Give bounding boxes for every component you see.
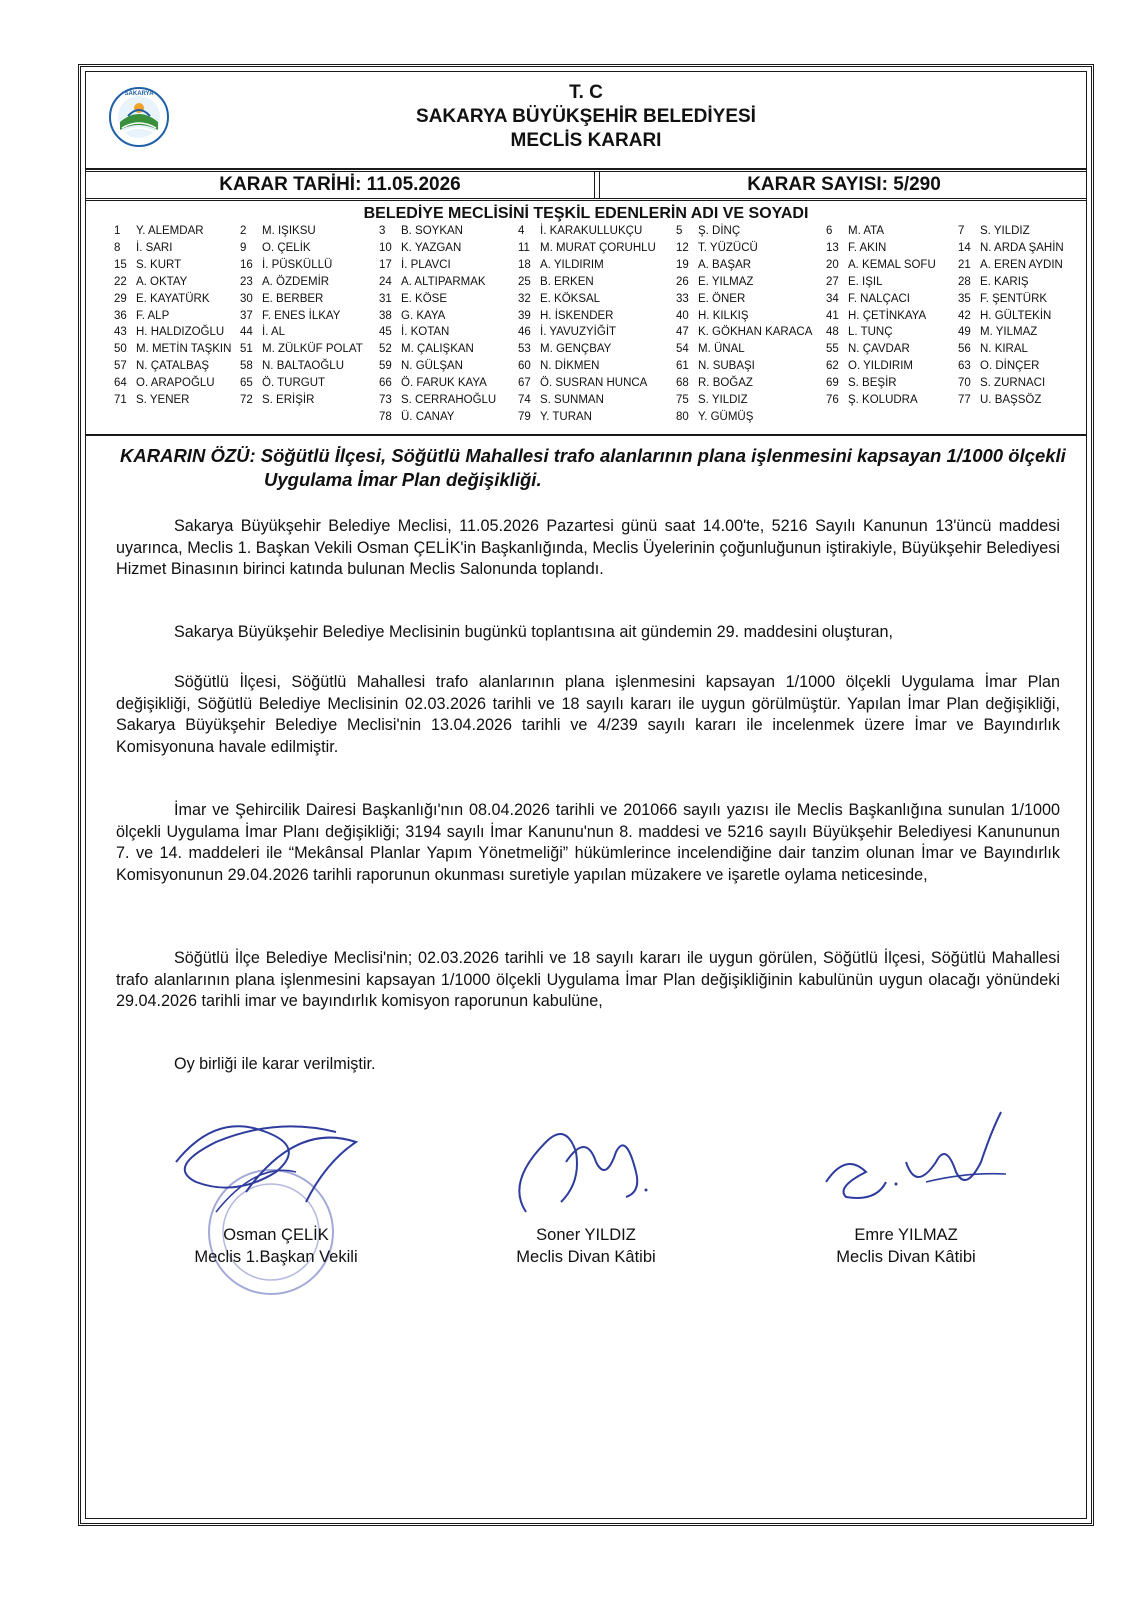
member-entry	[114, 274, 187, 290]
member-entry	[114, 257, 181, 273]
member-number: 56	[958, 343, 971, 356]
decision-summary	[120, 444, 1066, 492]
member-name: Ö. TURGUT	[262, 377, 326, 390]
member-entry	[240, 274, 329, 290]
member-number: 71	[114, 394, 127, 406]
member-entry	[518, 257, 604, 273]
member-name: F. ENES İLKAY	[262, 309, 341, 322]
member-name: A. ÖZDEMİR	[262, 275, 330, 288]
member-number: 7	[958, 225, 965, 237]
member-number: 76	[826, 394, 839, 406]
official-stamp-icon	[156, 1102, 396, 1302]
member-entry	[379, 308, 445, 324]
member-entry	[379, 274, 486, 290]
member-name: H. İSKENDER	[540, 309, 614, 322]
members-title: BELEDİYE MECLİSİNİ TEŞKİL EDENLERİN ADI VE SOYADI	[363, 205, 809, 222]
member-name: K. YAZGAN	[401, 241, 462, 254]
member-entry	[826, 358, 913, 374]
member-number: 17	[379, 258, 392, 271]
member-number: 15	[114, 258, 127, 271]
member-entry	[518, 358, 599, 374]
member-name: O. YILDIRIM	[848, 360, 913, 373]
member-entry	[379, 358, 463, 374]
member-number: 22	[114, 275, 127, 288]
decision-number: KARAR SAYISI: 5/290	[747, 174, 941, 195]
header-line-municipality: SAKARYA BÜYÜKŞEHİR BELEDİYESİ	[416, 106, 756, 127]
member-name: O. DİNÇER	[980, 360, 1040, 373]
member-number: 32	[518, 292, 531, 305]
member-number: 55	[826, 343, 839, 356]
member-name: F. ALP	[136, 309, 170, 322]
member-number: 47	[676, 326, 689, 339]
member-name: S. BEŞİR	[848, 377, 897, 390]
member-entry	[958, 358, 1039, 374]
member-name: N. DİKMEN	[540, 360, 600, 373]
member-number: 13	[826, 241, 839, 254]
member-name: Ö. FARUK KAYA	[401, 377, 487, 390]
decision-info-row	[86, 171, 1086, 201]
member-name: S. KURT	[136, 258, 182, 271]
member-number: 8	[114, 241, 121, 254]
member-entry	[676, 240, 758, 256]
member-entry	[379, 392, 496, 408]
member-number: 21	[958, 258, 971, 271]
member-name: Y. TURAN	[540, 410, 592, 423]
member-name: İ. YAVUZYİĞİT	[540, 326, 617, 339]
member-entry	[826, 257, 936, 273]
member-number: 3	[379, 225, 386, 237]
member-number: 58	[240, 360, 253, 373]
member-name: Y. GÜMÜŞ	[698, 410, 754, 423]
member-number: 4	[518, 225, 525, 237]
member-number: 60	[518, 360, 531, 373]
member-name: İ. PÜSKÜLLÜ	[262, 258, 333, 271]
member-name: M. MURAT ÇORUHLU	[540, 241, 656, 254]
member-entry	[379, 291, 447, 307]
member-entry	[958, 324, 1037, 340]
paragraph-1: Sakarya Büyükşehir Belediye Meclisi, 11.05.2026 Pazartesi günü saat 14.00'te, 5216 Sayılı Kanunun 13'üncü maddesi uyarınca, Meclis 1. Başkan Vekili Osman ÇELİK'in Başkanlığında, Meclis Üyelerinin çoğunluğunun iştirakiyle, Büyükşehir Belediyesi Hizmet Binasının birinci katında bulunan Meclis Salonunda toplandı.	[116, 517, 1060, 578]
member-name: A. BAŞAR	[698, 258, 752, 271]
member-entry	[958, 223, 1030, 239]
member-name: A. ALTIPARMAK	[401, 275, 486, 288]
member-number: 72	[240, 394, 253, 406]
member-name: M. YILMAZ	[980, 326, 1038, 339]
member-number: 69	[826, 377, 839, 390]
member-entry	[826, 291, 910, 307]
member-entry	[114, 291, 210, 307]
member-number: 16	[240, 258, 253, 271]
member-entry	[240, 240, 311, 256]
member-number: 46	[518, 326, 531, 339]
member-name: E. BERBER	[262, 292, 324, 305]
member-name: O. ARAPOĞLU	[136, 377, 215, 390]
member-name: S. YENER	[136, 394, 190, 406]
member-number: 49	[958, 326, 971, 339]
svg-text:SAKARYA: SAKARYA	[124, 91, 154, 97]
member-name: N. GÜLŞAN	[401, 360, 463, 373]
member-name: Y. ALEMDAR	[136, 225, 204, 237]
member-number: 24	[379, 275, 392, 288]
member-entry	[958, 308, 1051, 324]
member-number: 10	[379, 241, 392, 254]
member-entry	[826, 223, 884, 239]
member-number: 54	[676, 343, 689, 356]
member-number: 45	[379, 326, 392, 339]
member-name: İ. SARI	[136, 241, 173, 254]
signature-1-name: Osman ÇELİK	[223, 1226, 329, 1244]
member-number: 37	[240, 309, 253, 322]
member-number: 43	[114, 326, 127, 339]
member-number: 31	[379, 292, 392, 305]
member-entry	[518, 392, 604, 408]
member-name: N. ÇATALBAŞ	[136, 360, 210, 373]
paragraph-2: Sakarya Büyükşehir Belediye Meclisinin bugünkü toplantısına ait gündemin 29. maddesini oluşturan,	[174, 623, 893, 641]
member-entry	[826, 308, 926, 324]
member-entry	[240, 291, 323, 307]
member-number: 51	[240, 343, 253, 356]
document-header	[86, 72, 1086, 170]
member-number: 28	[958, 275, 971, 288]
member-number: 6	[826, 225, 833, 237]
member-number: 75	[676, 394, 689, 406]
member-name: İ. PLAVCI	[401, 258, 451, 271]
members-table	[86, 223, 1090, 433]
member-entry	[676, 324, 812, 340]
member-number: 62	[826, 360, 839, 373]
member-name: Ş. DİNÇ	[698, 225, 741, 237]
member-entry	[958, 341, 1028, 357]
member-name: E. KAYATÜRK	[136, 292, 210, 305]
member-name: E. IŞIL	[848, 275, 883, 288]
member-number: 68	[676, 377, 689, 390]
member-number: 11	[518, 241, 530, 254]
paragraph-5: Söğütlü İlçe Belediye Meclisi'nin; 02.03.2026 tarihli ve 18 sayılı kararı ile uygun görülen, Söğütlü İlçesi, Söğütlü Mahallesi trafo alanlarının plana işlenmesini kapsayan 1/1000 ölçekli Uygulama İmar Plan değişikliğinin kabulünün uygun olacağı yönündeki 29.04.2026 tarihli imar ve bayındırlık komisyon raporunun kabulüne,	[116, 949, 1060, 1010]
member-entry	[240, 223, 316, 239]
member-number: 77	[958, 394, 971, 406]
member-entry	[518, 291, 600, 307]
member-name: E. YILMAZ	[698, 275, 754, 288]
member-number: 66	[379, 377, 392, 390]
member-name: S. SUNMAN	[540, 394, 604, 406]
member-entry	[676, 375, 753, 391]
member-entry	[676, 223, 740, 239]
member-entry	[240, 341, 363, 357]
member-name: G. KAYA	[401, 309, 446, 322]
member-entry	[114, 223, 204, 239]
member-entry	[826, 375, 897, 391]
signature-3-title: Meclis Divan Kâtibi	[836, 1248, 976, 1266]
member-name: A. KEMAL SOFU	[848, 258, 936, 271]
closing-statement: Oy birliği ile karar verilmiştir.	[174, 1055, 376, 1073]
member-number: 80	[676, 410, 689, 423]
member-name: B. ERKEN	[540, 275, 594, 288]
member-name: O. ÇELİK	[262, 241, 311, 254]
member-entry	[114, 240, 172, 256]
member-name: Ü. CANAY	[401, 410, 455, 423]
member-entry	[240, 375, 325, 391]
member-name: K. GÖKHAN KARACA	[698, 326, 813, 339]
member-name: M. ÇALIŞKAN	[401, 343, 474, 356]
member-number: 5	[676, 225, 683, 237]
member-number: 74	[518, 394, 531, 406]
member-number: 39	[518, 309, 531, 322]
member-name: A. EREN AYDIN	[980, 258, 1063, 271]
member-entry	[114, 341, 231, 357]
summary-line-1: KARARIN ÖZÜ: Söğütlü İlçesi, Söğütlü Mahallesi trafo alanlarının plana işlenmesini kapsayan 1/1000 ölçekli	[120, 445, 1066, 466]
member-number: 59	[379, 360, 392, 373]
member-number: 42	[958, 309, 971, 322]
member-number: 63	[958, 360, 971, 373]
member-number: 14	[958, 241, 971, 254]
member-entry	[826, 240, 886, 256]
member-entry	[676, 274, 753, 290]
member-number: 65	[240, 377, 253, 390]
signature-1-title: Meclis 1.Başkan Vekili	[194, 1248, 358, 1266]
member-name: S. ZURNACI	[980, 377, 1046, 390]
member-number: 67	[518, 377, 531, 390]
signature-2-scribble-icon	[486, 1102, 686, 1222]
member-name: T. YÜZÜCÜ	[698, 241, 758, 254]
member-name: E. KARIŞ	[980, 275, 1029, 288]
member-entry	[826, 341, 910, 357]
signature-2-title: Meclis Divan Kâtibi	[516, 1248, 656, 1266]
member-number: 73	[379, 394, 392, 406]
member-name: İ. KOTAN	[401, 326, 450, 339]
member-name: E. KÖKSAL	[540, 292, 601, 305]
member-number: 20	[826, 258, 839, 271]
member-name: N. BALTAOĞLU	[262, 360, 345, 373]
member-number: 12	[676, 241, 689, 254]
member-entry	[518, 324, 616, 340]
member-name: E. ÖNER	[698, 292, 746, 305]
member-entry	[676, 358, 755, 374]
member-entry	[240, 324, 285, 340]
member-entry	[958, 274, 1029, 290]
document-frame	[78, 64, 1094, 1526]
member-number: 70	[958, 377, 971, 390]
member-entry	[676, 392, 748, 408]
member-name: L. TUNÇ	[848, 326, 893, 339]
member-number: 61	[676, 360, 689, 373]
member-name: İ. AL	[262, 326, 286, 339]
member-entry	[114, 358, 209, 374]
signature-3-scribble-icon	[796, 1102, 1016, 1222]
member-number: 79	[518, 410, 531, 423]
member-number: 40	[676, 309, 689, 322]
signature-block-2	[486, 1102, 686, 1266]
member-entry	[379, 409, 454, 425]
member-entry	[114, 324, 224, 340]
member-entry	[379, 223, 463, 239]
member-number: 57	[114, 360, 127, 373]
member-name: S. CERRAHOĞLU	[401, 394, 497, 406]
member-entry	[676, 257, 751, 273]
member-name: N. KIRAL	[980, 343, 1028, 356]
member-number: 9	[240, 241, 247, 254]
member-name: F. NALÇACI	[848, 292, 910, 305]
member-number: 38	[379, 309, 392, 322]
member-entry	[958, 257, 1063, 273]
member-name: F. ŞENTÜRK	[980, 292, 1048, 305]
member-entry	[518, 341, 611, 357]
paragraph-4: İmar ve Şehircilik Dairesi Başkanlığı'nın 08.04.2026 tarihli ve 201066 sayılı yazısı ile Meclis Başkanlığına sunulan 1/1000 ölçekli Uygulama İmar Planı değişikliği; 3194 sayılı İmar Kanunu'nun 8. maddesi ve 5216 sayılı Büyükşehir Belediyesi Kanununun 7. ve 14. maddeleri ile “Mekânsal Planlar Yapım Yönetmeliği” hükümlerince incelendiğine dair tanzim olunan İmar ve Bayındırlık Komisyonunun 29.04.2026 tarihli raporunun okunması suretiyle yapılan müzakere ve işaretle oylama neticesinde,	[116, 801, 1060, 884]
signature-block-1	[156, 1102, 396, 1302]
member-number: 30	[240, 292, 253, 305]
member-entry	[518, 375, 647, 391]
member-number: 78	[379, 410, 392, 423]
member-name: N. ÇAVDAR	[848, 343, 910, 356]
member-name: A. OKTAY	[136, 275, 188, 288]
member-number: 2	[240, 225, 247, 237]
member-entry	[826, 324, 893, 340]
member-entry	[379, 341, 474, 357]
member-number: 1	[114, 225, 121, 237]
member-name: U. BAŞSÖZ	[980, 394, 1042, 406]
member-entry	[379, 240, 461, 256]
member-number: 41	[826, 309, 839, 322]
member-number: 35	[958, 292, 971, 305]
member-entry	[518, 223, 642, 239]
member-number: 18	[518, 258, 531, 271]
member-number: 52	[379, 343, 392, 356]
member-number: 44	[240, 326, 253, 339]
member-entry	[518, 274, 594, 290]
member-name: H. KILKIŞ	[698, 309, 749, 322]
member-entry	[114, 308, 169, 324]
member-entry	[240, 257, 332, 273]
member-name: H. HALDIZOĞLU	[136, 326, 225, 339]
paragraph-3: Söğütlü İlçesi, Söğütlü Mahallesi trafo alanlarının plana işlenmesini kapsayan 1/1000 ölçekli Uygulama İmar Plan değişikliği, Söğütlü Belediye Meclisinin 02.03.2026 tarihli ve 18 sayılı kararı ile uygun görülmüştür. Yapılan İmar Plan değişikliği, Sakarya Büyükşehir Belediye Meclisi'nin 13.04.2026 tarihli ve 4/239 sayılı kararı ile incelenmek üzere İmar ve Bayındırlık Komisyonuna havale edilmiştir.	[116, 673, 1060, 756]
member-name: N. SUBAŞI	[698, 360, 755, 373]
member-entry	[240, 308, 340, 324]
member-name: İ. KARAKULLUKÇU	[540, 225, 643, 237]
member-number: 64	[114, 377, 127, 390]
signature-2-name: Soner YILDIZ	[536, 1226, 636, 1244]
member-name: H. GÜLTEKİN	[980, 309, 1052, 322]
member-name: M. GENÇBAY	[540, 343, 612, 356]
member-name: M. ÜNAL	[698, 343, 745, 356]
member-entry	[518, 409, 592, 425]
member-number: 53	[518, 343, 531, 356]
member-name: H. ÇETİNKAYA	[848, 309, 927, 322]
member-number: 33	[676, 292, 689, 305]
member-number: 19	[676, 258, 689, 271]
member-name: A. YILDIRIM	[540, 258, 604, 271]
member-entry	[240, 358, 344, 374]
member-number: 23	[240, 275, 253, 288]
member-name: M. METİN TAŞKIN	[136, 343, 232, 356]
member-name: N. ARDA ŞAHİN	[980, 241, 1064, 254]
member-entry	[518, 308, 614, 324]
member-name: Ş. KOLUDRA	[848, 394, 918, 406]
header-line-decision-title: MECLİS KARARI	[510, 130, 662, 151]
member-number: 26	[676, 275, 689, 288]
member-entry	[379, 324, 449, 340]
summary-line-2: Uygulama İmar Plan değişikliği.	[264, 469, 542, 490]
member-entry	[958, 375, 1045, 391]
member-entry	[676, 308, 749, 324]
member-number: 48	[826, 326, 839, 339]
members-bottom-rule	[86, 434, 1086, 436]
member-number: 50	[114, 343, 127, 356]
member-entry	[958, 392, 1041, 408]
member-number: 29	[114, 292, 127, 305]
member-entry	[958, 291, 1047, 307]
member-number: 34	[826, 292, 839, 305]
member-entry	[379, 257, 451, 273]
member-name: B. SOYKAN	[401, 225, 463, 237]
header-line-tc: T. C	[569, 82, 603, 103]
member-entry	[379, 375, 487, 391]
member-name: M. ATA	[848, 225, 884, 237]
member-number: 27	[826, 275, 839, 288]
member-entry	[518, 240, 656, 256]
member-entry	[240, 392, 314, 408]
member-name: F. AKIN	[848, 241, 887, 254]
member-name: S. YILDIZ	[980, 225, 1030, 237]
signature-block-3	[796, 1102, 1016, 1266]
member-entry	[676, 291, 745, 307]
member-number: 25	[518, 275, 531, 288]
member-entry	[676, 409, 753, 425]
document-inner-border	[85, 71, 1087, 1519]
member-entry	[676, 341, 745, 357]
member-entry	[826, 274, 883, 290]
member-entry	[114, 392, 189, 408]
decision-date: KARAR TARİHİ: 11.05.2026	[219, 174, 461, 195]
member-name: M. IŞIKSU	[262, 225, 316, 237]
member-entry	[114, 375, 215, 391]
member-name: Ö. SUSRAN HUNCA	[540, 377, 648, 390]
member-name: R. BOĞAZ	[698, 377, 753, 390]
member-name: E. KÖSE	[401, 292, 448, 305]
member-name: S. ERİŞİR	[262, 394, 315, 406]
member-entry	[958, 240, 1064, 256]
member-name: S. YILDIZ	[698, 394, 748, 406]
member-number: 36	[114, 309, 127, 322]
member-entry	[826, 392, 918, 408]
signature-3-name: Emre YILMAZ	[854, 1226, 958, 1244]
member-name: M. ZÜLKÜF POLAT	[262, 343, 363, 356]
